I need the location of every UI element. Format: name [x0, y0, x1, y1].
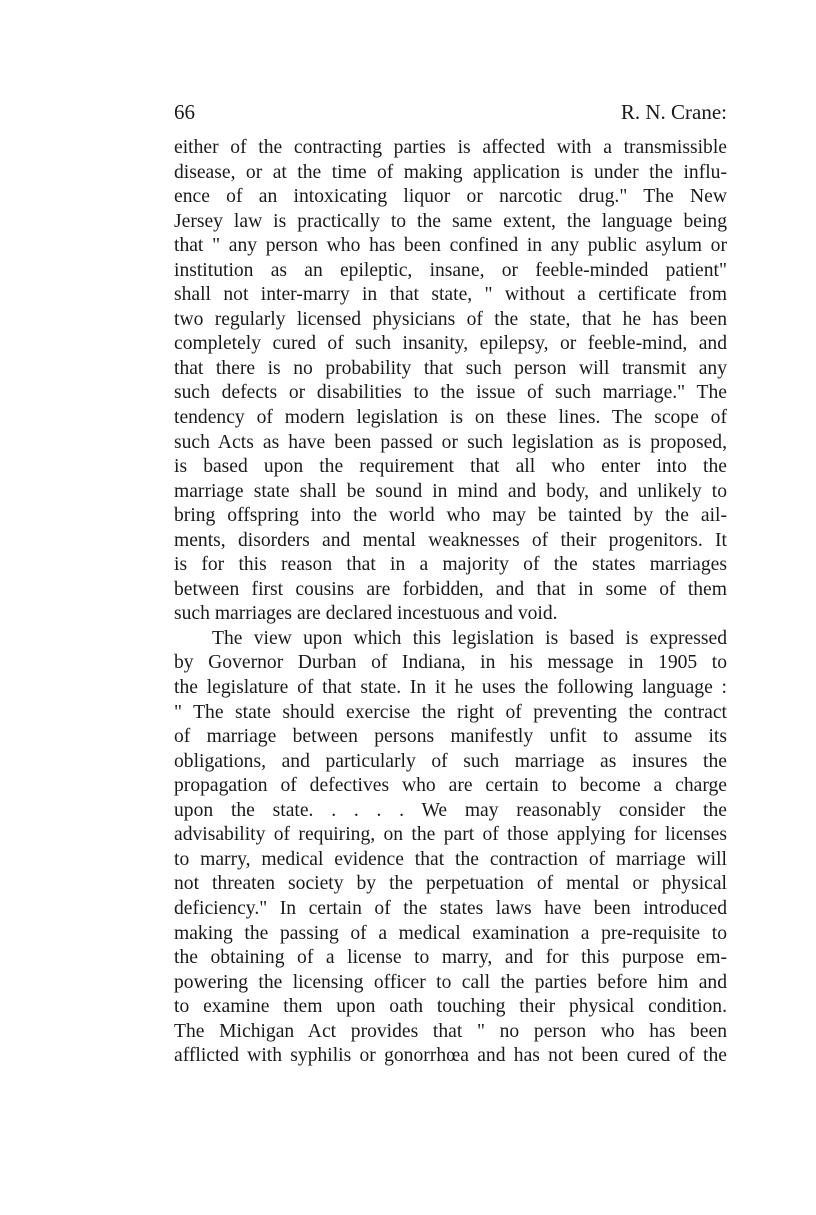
text-line: to marry, medical evidence that the contraction of marriage will [174, 848, 727, 870]
paragraph-first-line: The view upon which this legislation is based is expressed [212, 627, 727, 649]
text-line: tendency of modern legislation is on these lines. The scope of [174, 407, 727, 429]
text-line: not threaten society by the perpetuation of mental or physical [174, 873, 727, 895]
text-line: the legislature of that state. In it he uses the following language : [174, 677, 727, 699]
text-line: afflicted with syphilis or gonorrhœa and has not been cured of the [174, 1045, 727, 1067]
text-line: ments, disorders and mental weaknesses of their progenitors. It [174, 529, 727, 551]
text-line: between first cousins are forbidden, and that in some of them [174, 578, 727, 600]
text-line: " The state should exercise the right of preventing the contract [174, 701, 727, 723]
text-line: that " any person who has been confined in any public asylum or [174, 235, 727, 257]
body-text [174, 136, 727, 1069]
text-line: making the passing of a medical examination a pre-requisite to [174, 922, 727, 944]
book-page [174, 97, 727, 1069]
text-line: either of the contracting parties is affected with a transmissible [174, 137, 727, 158]
text-line: completely cured of such insanity, epilepsy, or feeble-mind, and [174, 333, 727, 355]
running-title: R. N. Crane: [620, 100, 727, 124]
text-line: upon the state. . . . . We may reasonably consider the [174, 799, 727, 821]
text-line: Jersey law is practically to the same extent, the language being [174, 210, 727, 232]
running-head [174, 97, 727, 127]
text-line: propagation of defectives who are certain to become a charge [174, 775, 727, 797]
text-line: of marriage between persons manifestly unfit to assume its [174, 726, 727, 748]
text-line: marriage state shall be sound in mind and body, and unlikely to [174, 480, 727, 502]
text-line: that there is no probability that such person will transmit any [174, 357, 727, 379]
text-line: to examine them upon oath touching their physical condition. [174, 996, 727, 1018]
text-line: advisability of requiring, on the part of those applying for licenses [174, 824, 727, 846]
text-line: the obtaining of a license to marry, and for this purpose em- [174, 947, 727, 969]
text-line: such Acts as have been passed or such legislation as is proposed, [174, 431, 727, 453]
text-line: shall not inter-marry in that state, " without a certificate from [174, 284, 727, 306]
text-line: ence of an intoxicating liquor or narcotic drug." The New [174, 186, 727, 208]
text-line: obligations, and particularly of such marriage as insures the [174, 750, 727, 772]
text-line: powering the licensing officer to call the parties before him and [174, 971, 727, 993]
text-line: deficiency." In certain of the states laws have been introduced [174, 897, 727, 919]
text-line: is for this reason that in a majority of the states marriages [174, 554, 727, 576]
text-line: two regularly licensed physicians of the state, that he has been [174, 308, 727, 330]
text-line: The Michigan Act provides that " no person who has been [174, 1020, 727, 1042]
page-number: 66 [174, 100, 195, 124]
text-line: bring offspring into the world who may be tainted by the ail- [174, 505, 727, 527]
text-line: is based upon the requirement that all who enter into the [174, 456, 727, 478]
text-line: such defects or disabilities to the issue of such marriage." The [174, 382, 727, 404]
paragraph-end-line: such marriages are declared incestuous and void. [174, 603, 558, 625]
text-line: by Governor Durban of Indiana, in his message in 1905 to [174, 652, 727, 674]
text-line: disease, or at the time of making application is under the influ- [174, 161, 727, 183]
text-line: institution as an epileptic, insane, or feeble-minded patient" [174, 259, 727, 281]
